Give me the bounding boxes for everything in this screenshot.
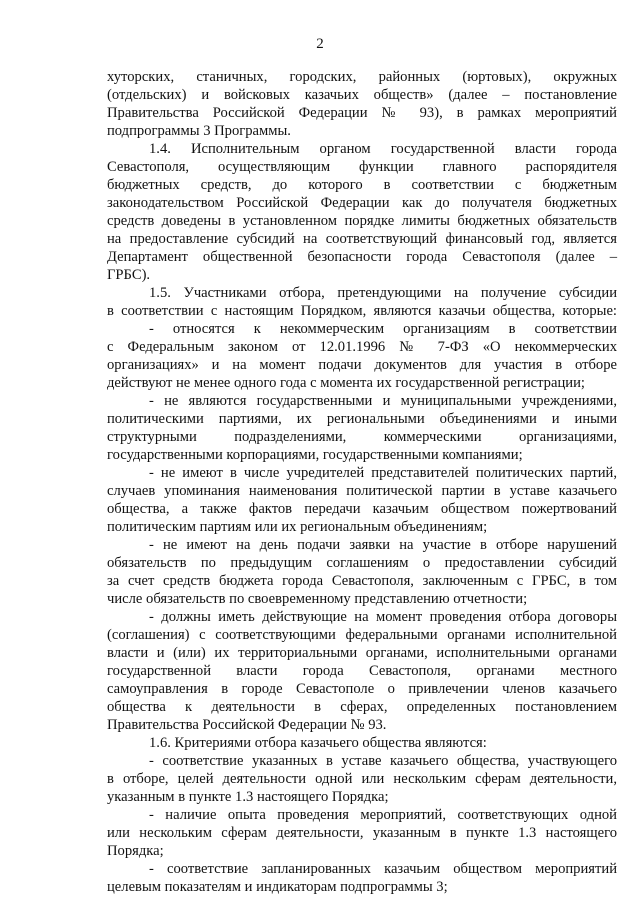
text-line: Порядка; [107,843,164,859]
text-line: целевым показателям и индикаторам подпрограммы 3; [107,879,448,895]
text-line: самоуправления в городе Севастополе о привлечении членов казачьего [107,681,617,697]
text-line: в отборе, целей деятельности одной или нескольким сферам деятельности, [107,771,617,787]
text-line: за счет средств бюджета города Севастополя, заключенным с ГРБС, в том [107,573,617,589]
text-line: законодательством Российской Федерации как до получателя бюджетных [107,195,617,211]
text-line: общества, а также фактов передачи казачьим обществом пожертвований [107,501,617,517]
text-line: - должны иметь действующие на момент проведения отбора договоры [149,609,617,625]
text-line: - не имеют на день подачи заявки на участие в отборе нарушений [149,537,617,553]
text-line: государственными корпорациями, государственными компаниями; [107,447,523,463]
text-line: политическими партиями, их региональными объединениями и иными [107,411,617,427]
text-line: действуют не менее одного года с момента их государственной регистрации; [107,375,585,391]
text-line: 1.6. Критериями отбора казачьего общества являются: [149,735,487,751]
text-line: подпрограммы 3 Программы. [107,123,291,139]
text-line: (отдельских) и войсковых казачьих обществ» (далее – постановление [107,87,617,103]
text-line: общества к деятельности в сферах, определенных постановлением [107,699,617,715]
page-number: 2 [316,36,324,52]
text-line: бюджетных средств, до которого в соответствии с бюджетным [107,177,617,193]
text-line: (соглашения) с соответствующими федеральными органами исполнительной [107,627,617,643]
text-line: - не являются государственными и муниципальными учреждениями, [149,393,617,409]
text-line: ГРБС). [107,267,151,283]
document-body [107,68,617,896]
text-line: случаев упоминания наименования политической партии в уставе казачьего [107,483,617,499]
text-line: - соответствие запланированных казачьим обществом мероприятий [149,861,617,877]
text-line: Правительства Российской Федерации № 93), в рамках мероприятий [107,105,617,121]
text-line: или нескольким сферам деятельности, указанным в пункте 1.3 настоящего [107,825,617,841]
text-line: Правительства Российской Федерации № 93. [107,717,387,733]
text-line: указанным в пункте 1.3 настоящего Порядка; [107,789,389,805]
text-line: 1.5. Участниками отбора, претендующими на получение субсидии [149,285,617,301]
text-line: Департамент общественной безопасности города Севастополя (далее – [107,249,617,265]
text-line: числе обязательств по своевременному представлению отчетности; [107,591,528,607]
text-line: обязательств по предыдущим соглашениям о предоставлении субсидий [107,555,617,571]
text-line: средств доведены в установленном порядке лимиты бюджетных обязательств [107,213,617,229]
text-line: - относятся к некоммерческим организациям в соответствии [149,321,617,337]
text-line: государственной власти города Севастополя, органами местного [107,663,617,679]
text-line: хуторских, станичных, городских, районных (юртовых), окружных [107,69,617,85]
text-line: в соответствии с настоящим Порядком, являются казачьи общества, которые: [107,303,617,319]
text-line: власти и (или) их территориальными органами, исполнительными органами [107,645,617,661]
text-line: структурными подразделениями, коммерческими организациями, [107,429,617,445]
text-line: на предоставление субсидий на соответствующий финансовый год, является [107,231,617,247]
text-line: организациях» и на момент подачи документов для участия в отборе [107,357,617,373]
text-line: 1.4. Исполнительным органом государственной власти города [149,141,617,157]
text-line: - не имеют в числе учредителей представителей политических партий, [149,465,617,481]
text-line: - соответствие указанных в уставе казачьего общества, участвующего [149,753,617,769]
text-line: политическим партиям или их региональным объединениям; [107,519,488,535]
text-line: с Федеральным законом от 12.01.1996 № 7-ФЗ «О некоммерческих [107,339,617,355]
text-line: - наличие опыта проведения мероприятий, соответствующих одной [149,807,617,823]
text-line: Севастополя, осуществляющим функции главного распорядителя [107,159,617,175]
